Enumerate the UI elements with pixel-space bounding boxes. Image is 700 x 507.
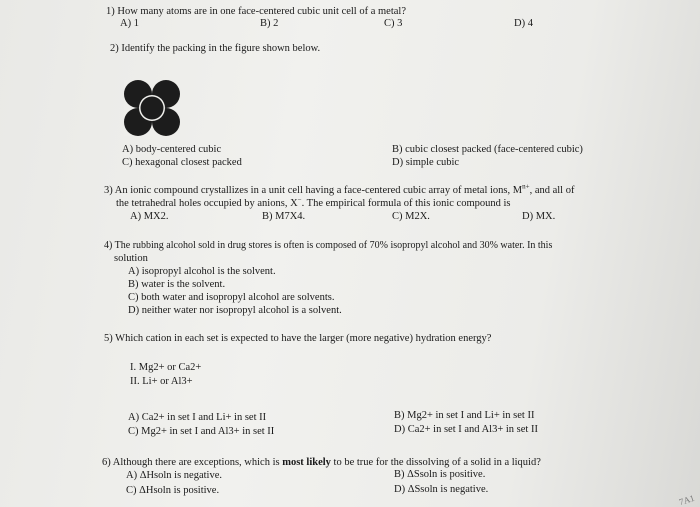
q5-question: 5) Which cation in each set is expected to have the larger (more negative) hydration energy? xyxy=(104,333,492,344)
q6-option-a: A) ΔHsoln is negative. xyxy=(126,470,222,481)
q5-option-c: C) Mg2+ in set I and Al3+ in set II xyxy=(128,426,275,437)
q2-option-d: D) simple cubic xyxy=(392,157,460,168)
q2-option-b: B) cubic closest packed (face-centered cubic) xyxy=(392,144,583,155)
q1-option-b: B) 2 xyxy=(260,18,279,29)
q6-option-b: B) ΔSsoln is positive. xyxy=(394,469,486,480)
q5-option-a: A) Ca2+ in set I and Li+ in set II xyxy=(128,412,267,423)
q3-option-d: D) MX. xyxy=(522,211,556,222)
q6-question: 6) Although there are exceptions, which is most likely to be true for the dissolving of a solid in a liquid? xyxy=(102,457,541,468)
q3-option-a: A) MX2. xyxy=(130,211,169,222)
q2-option-a: A) body-centered cubic xyxy=(122,144,222,155)
q2-option-c: C) hexagonal closest packed xyxy=(122,157,242,168)
q4-line2: solution xyxy=(114,253,148,264)
q2-question: 2) Identify the packing in the figure shown below. xyxy=(110,43,321,54)
q4-option-c: C) both water and isopropyl alcohol are solvents. xyxy=(128,292,335,303)
q3-option-b: B) M7X4. xyxy=(262,211,306,222)
q4-option-d: D) neither water nor isopropyl alcohol is a solvent. xyxy=(128,305,342,316)
q5-option-b: B) Mg2+ in set I and Li+ in set II xyxy=(394,410,535,421)
q4-option-b: B) water is the solvent. xyxy=(128,279,226,290)
corner-mark: 7A1 xyxy=(677,492,696,507)
q1-option-c: C) 3 xyxy=(384,18,403,29)
q1-question: 1) How many atoms are in one face-centered cubic unit cell of a metal? xyxy=(106,6,406,17)
q6-option-c: C) ΔHsoln is positive. xyxy=(126,485,220,496)
q1-option-a: A) 1 xyxy=(120,18,139,29)
q5-set-2: II. Li+ or Al3+ xyxy=(130,376,193,387)
q6-option-d: D) ΔSsoln is negative. xyxy=(394,484,489,495)
q4-option-a: A) isopropyl alcohol is the solvent. xyxy=(128,266,276,277)
q5-option-d: D) Ca2+ in set I and Al3+ in set II xyxy=(394,424,538,435)
packing-figure xyxy=(124,80,180,136)
q3-line2: the tetrahedral holes occupied by anions, X−. The empirical formula of this ionic compound is xyxy=(116,195,511,209)
q5-set-1: I. Mg2+ or Ca2+ xyxy=(130,362,202,373)
q1-option-d: D) 4 xyxy=(514,18,533,29)
q4-line1: 4) The rubbing alcohol sold in drug stores is often is composed of 70% isopropyl alcohol and 30% water. In this xyxy=(104,240,553,251)
q3-line1: 3) An ionic compound crystallizes in a unit cell having a face-centered cubic array of metal ions, $M^{n+}$, and all of xyxy=(104,182,575,196)
q3-option-c: C) M2X. xyxy=(392,211,430,222)
